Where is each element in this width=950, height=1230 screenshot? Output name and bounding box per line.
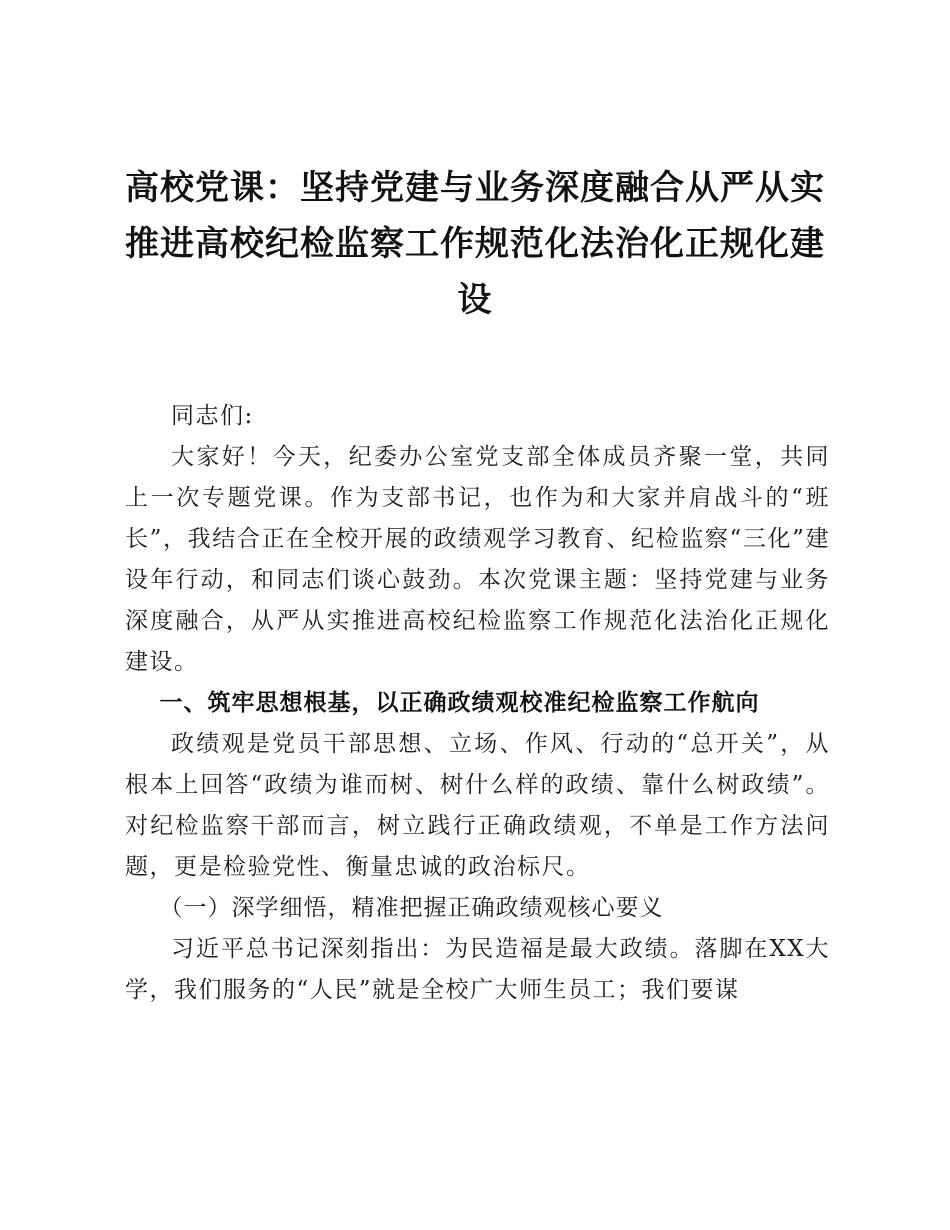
document-title: 高校党课：坚持党建与业务深度融合从严从实推进高校纪检监察工作规范化法治化正规化建设 xyxy=(125,168,825,320)
document-body xyxy=(125,396,830,1011)
subsection-heading-1: （一）深学细悟，精准把握正确政绩观核心要义 xyxy=(159,895,664,921)
salutation: 同志们: xyxy=(171,403,254,429)
paragraph-opening: 大家好！今天，纪委办公室党支部全体成员齐聚一堂，共同上一次专题党课。作为支部书记，也作为和大家并肩战斗的“班长”，我结合正在全校开展的政绩观学习教育、纪检监察“三化”建设年行动，和同志们谈心鼓劲。本次党课主题：坚持党建与业务深度融合，从严从实推进高校纪检监察工作规范化法治化正规化建设。 xyxy=(125,444,830,675)
paragraph-section-1: 政绩观是党员干部思想、立场、作风、行动的“总开关”，从根本上回答“政绩为谁而树、树什么样的政绩、靠什么树政绩”。对纪检监察干部而言，树立践行正确政绩观，不单是工作方法问题，更是检验党性、衡量忠诚的政治标尺。 xyxy=(125,731,830,880)
section-heading-1: 一、筑牢思想根基，以正确政绩观校准纪检监察工作航向 xyxy=(159,690,760,716)
paragraph-subsection-1: 习近平总书记深刻指出：为民造福是最大政绩。落脚在XX大学，我们服务的“人民”就是全校广大师生员工；我们要谋 xyxy=(125,936,830,1003)
